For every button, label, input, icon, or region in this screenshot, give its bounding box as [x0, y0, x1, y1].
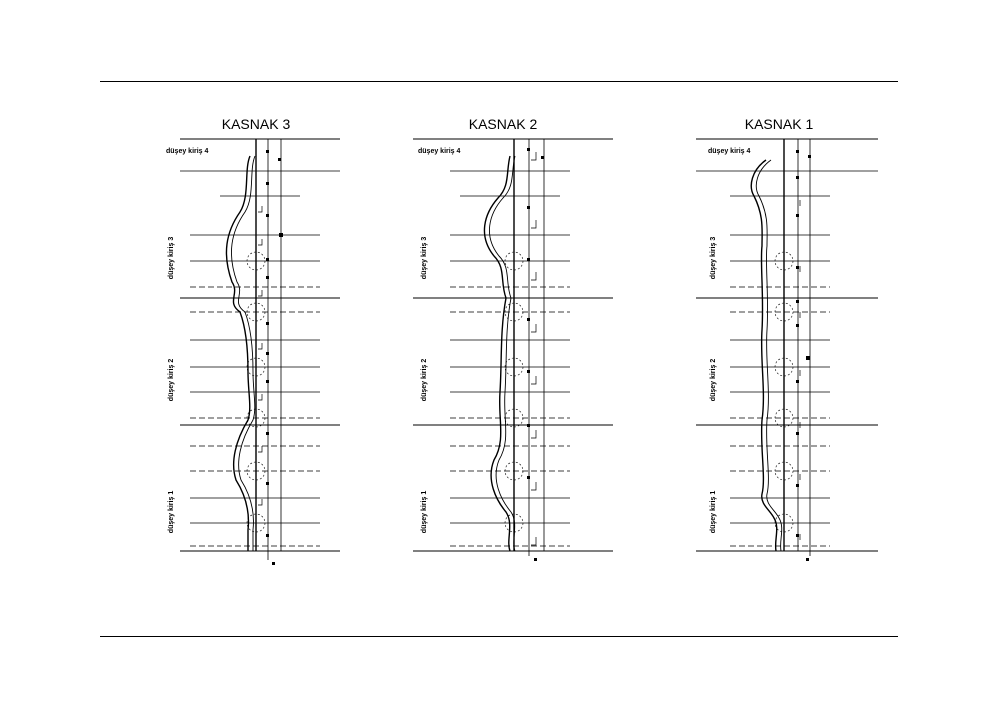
side-beam-label-1: düşey kiriş 1 [168, 490, 175, 534]
top-beam-label: düşey kiriş 4 [166, 148, 209, 155]
panel-lines [696, 139, 878, 556]
panel-lines [180, 139, 340, 560]
side-beam-label-2: düşey kiriş 2 [168, 358, 175, 402]
panel-marks [527, 148, 544, 561]
side-beam-label-1: düşey kiriş 1 [710, 490, 717, 534]
side-beam-label-3: düşey kiriş 3 [421, 236, 428, 280]
panel-lines [413, 139, 613, 556]
panel-kasnak-3 [166, 116, 340, 565]
panel-title: KASNAK 1 [744, 116, 814, 132]
side-beam-label-2: düşey kiriş 2 [421, 358, 428, 402]
side-beam-label-2: düşey kiriş 2 [710, 358, 717, 402]
side-beam-label-3: düşey kiriş 3 [168, 236, 175, 280]
panel-kasnak-2 [413, 116, 613, 561]
side-beam-label-1: düşey kiriş 1 [421, 490, 428, 534]
top-beam-label: düşey kiriş 4 [418, 148, 461, 155]
panel-kasnak-1 [696, 116, 878, 561]
panel-marks [266, 150, 283, 565]
panel-title: KASNAK 2 [468, 116, 538, 132]
side-beam-label-3: düşey kiriş 3 [710, 236, 717, 280]
panel-title: KASNAK 3 [221, 116, 291, 132]
top-beam-label: düşey kiriş 4 [708, 148, 751, 155]
